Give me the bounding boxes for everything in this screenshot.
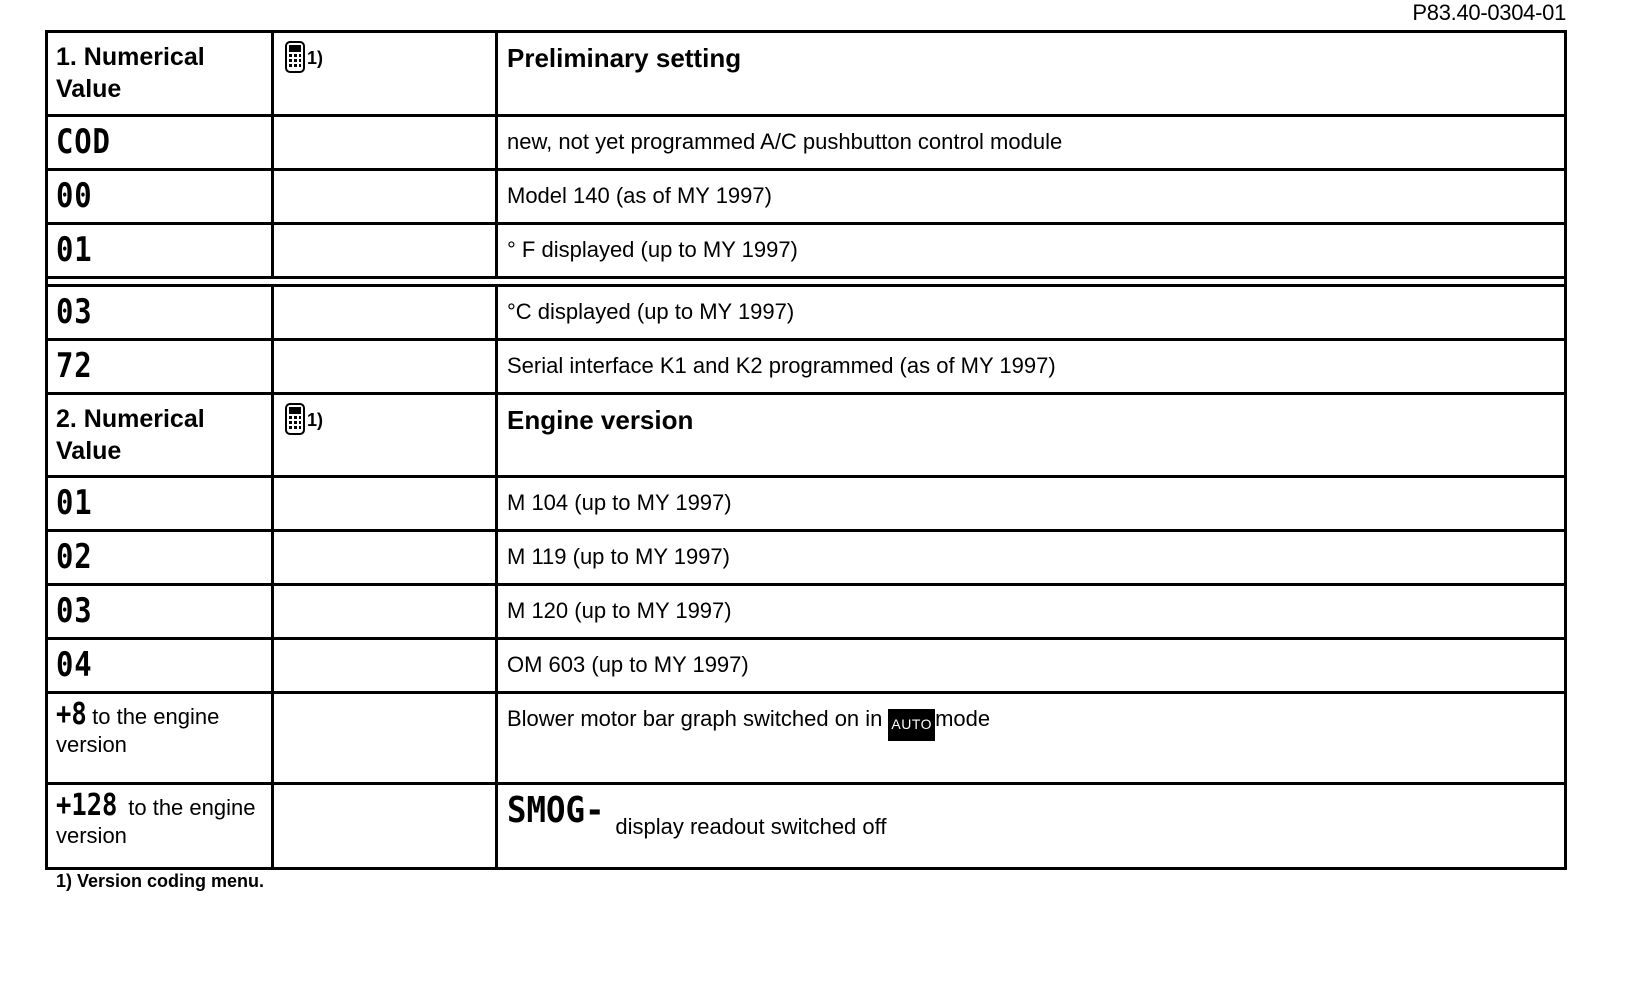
display-code: 00 bbox=[56, 176, 93, 216]
table-row bbox=[48, 529, 1564, 583]
table-row bbox=[48, 338, 1564, 392]
blower-row bbox=[48, 691, 1564, 782]
section2-col1-header: 2. Numerical Value bbox=[48, 395, 274, 475]
document-id: P83.40-0304-01 bbox=[1412, 0, 1566, 25]
page-break-gap bbox=[48, 276, 1564, 284]
row-description: Model 140 (as of MY 1997) bbox=[507, 183, 772, 208]
row-description: M 104 (up to MY 1997) bbox=[507, 490, 732, 515]
section2-header-row bbox=[48, 392, 1564, 475]
display-code: +8 bbox=[56, 697, 87, 732]
empty-cell bbox=[274, 117, 498, 168]
empty-cell bbox=[274, 478, 498, 529]
auto-mode-badge: AUTO bbox=[888, 709, 935, 741]
row-description: °C displayed (up to MY 1997) bbox=[507, 299, 795, 324]
display-code: 03 bbox=[56, 591, 93, 631]
handheld-tester-icon bbox=[284, 403, 306, 442]
table-row bbox=[48, 114, 1564, 168]
icon-footnote-marker: 1) bbox=[307, 48, 324, 68]
empty-cell bbox=[274, 586, 498, 637]
code-suffix: to the engine version bbox=[56, 795, 256, 848]
coding-table bbox=[45, 30, 1567, 870]
icon-footnote-marker: 1) bbox=[307, 410, 324, 430]
smog-row bbox=[48, 782, 1564, 870]
row-description: M 120 (up to MY 1997) bbox=[507, 598, 732, 623]
row-description: Serial interface K1 and K2 programmed (as of MY 1997) bbox=[507, 353, 1056, 378]
section1-col3-header: Preliminary setting bbox=[507, 43, 742, 73]
section1-header-row bbox=[48, 30, 1564, 114]
table-row bbox=[48, 284, 1564, 338]
row-description: ° F displayed (up to MY 1997) bbox=[507, 237, 798, 262]
empty-cell bbox=[274, 225, 498, 276]
table-row bbox=[48, 583, 1564, 637]
display-code: COD bbox=[56, 122, 111, 162]
table-row bbox=[48, 222, 1564, 276]
row-description-suffix: mode bbox=[935, 706, 991, 731]
empty-cell bbox=[274, 532, 498, 583]
display-code: 04 bbox=[56, 645, 93, 685]
table-row bbox=[48, 168, 1564, 222]
section2-icon-cell bbox=[274, 395, 498, 475]
empty-cell bbox=[274, 287, 498, 338]
table-row bbox=[48, 637, 1564, 691]
display-code: 02 bbox=[56, 537, 93, 577]
display-code: 03 bbox=[56, 292, 93, 332]
section1-col1-header: 1. Numerical Value bbox=[48, 33, 274, 114]
empty-cell bbox=[274, 694, 498, 782]
empty-cell bbox=[274, 341, 498, 392]
display-code: +128 bbox=[56, 788, 118, 823]
table-row bbox=[48, 475, 1564, 529]
row-description: OM 603 (up to MY 1997) bbox=[507, 652, 749, 677]
empty-cell bbox=[274, 171, 498, 222]
handheld-tester-icon bbox=[284, 41, 306, 80]
display-code: 72 bbox=[56, 346, 93, 386]
display-code: 01 bbox=[56, 230, 93, 270]
row-description: new, not yet programmed A/C pushbutton control module bbox=[507, 129, 1063, 154]
row-description: display readout switched off bbox=[615, 814, 887, 839]
row-description: Blower motor bar graph switched on in bbox=[507, 706, 883, 731]
section2-col3-header: Engine version bbox=[507, 405, 694, 435]
section1-icon-cell bbox=[274, 33, 498, 114]
table-footnote: 1) Version coding menu. bbox=[56, 871, 265, 891]
empty-cell bbox=[274, 785, 498, 867]
code-suffix: to the engine version bbox=[56, 704, 220, 757]
row-description: M 119 (up to MY 1997) bbox=[507, 544, 730, 569]
empty-cell bbox=[274, 640, 498, 691]
display-code: 01 bbox=[56, 483, 93, 523]
smog-display-word: SMOG- bbox=[507, 790, 605, 831]
